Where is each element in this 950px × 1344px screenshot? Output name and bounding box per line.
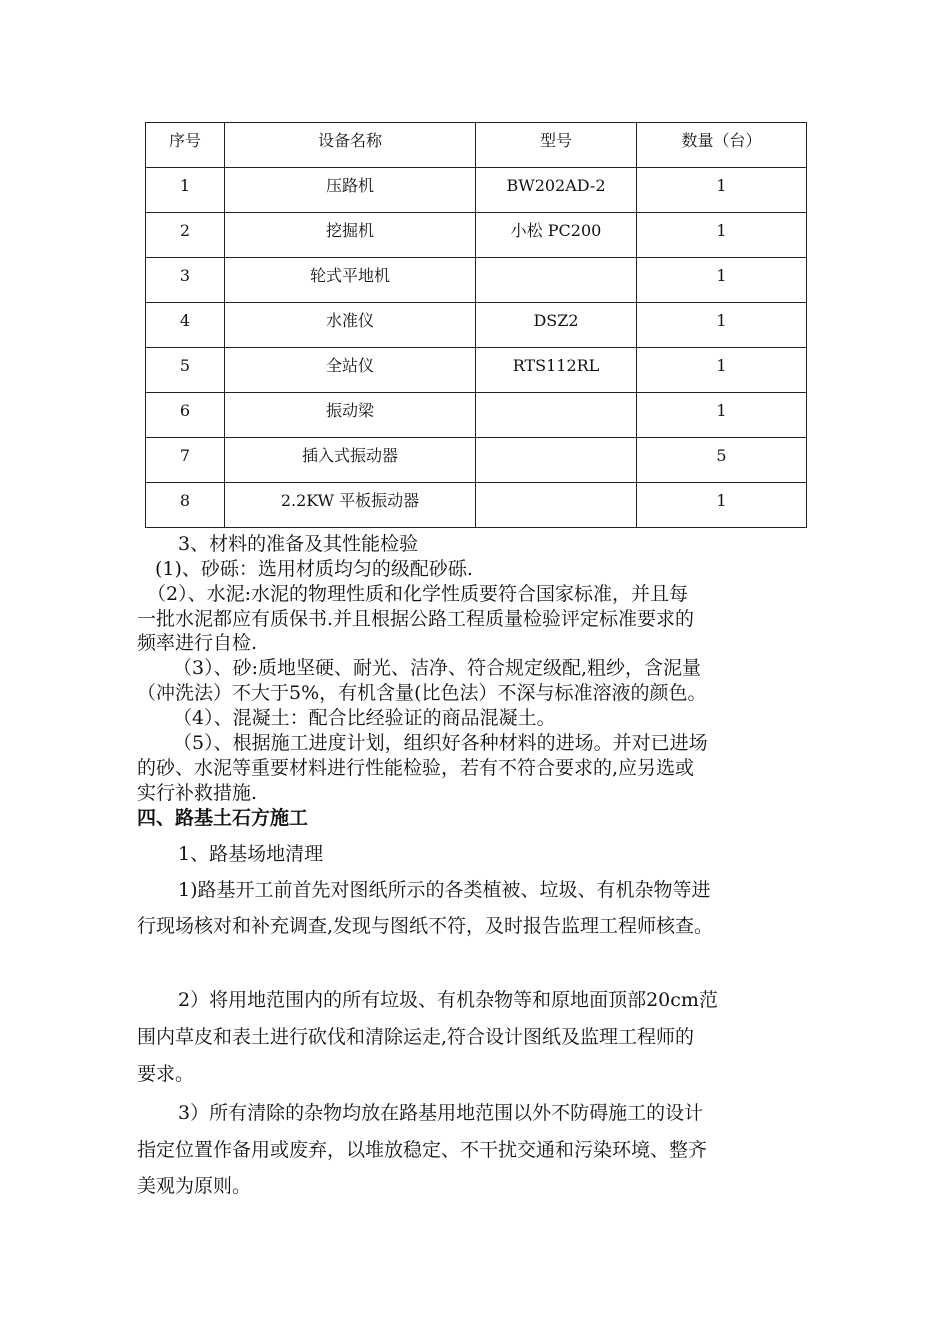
cell-model <box>476 438 637 483</box>
item3-line2: 指定位置作备用或废弃，以堆放稳定、不干扰交通和污染环境、整齐 <box>137 1139 708 1161</box>
table-row <box>146 348 807 393</box>
header-no: 序号 <box>146 123 225 168</box>
equipment-table <box>145 122 807 528</box>
cell-model: DSZ2 <box>476 303 637 348</box>
header-model: 型号 <box>476 123 637 168</box>
cell-no: 4 <box>146 303 225 348</box>
table-row <box>146 303 807 348</box>
table-row <box>146 168 807 213</box>
cell-no: 7 <box>146 438 225 483</box>
material-plan-line2: 的砂、水泥等重要材料进行性能检验，若有不符合要求的,应另选或 <box>137 757 695 779</box>
cell-qty: 1 <box>637 168 807 213</box>
material-gravel: (1)、砂砾：选用材质均匀的级配砂砾. <box>155 558 473 580</box>
cell-qty: 1 <box>637 483 807 528</box>
cell-model <box>476 393 637 438</box>
cell-no: 8 <box>146 483 225 528</box>
table-row <box>146 258 807 303</box>
cell-qty: 1 <box>637 348 807 393</box>
table-header-row <box>146 123 807 168</box>
item3-line1: 3）所有清除的杂物均放在路基用地范围以外不防碍施工的设计 <box>178 1102 704 1124</box>
subsection-title: 1、路基场地清理 <box>178 843 324 865</box>
section3-title: 3、材料的准备及其性能检验 <box>178 533 419 555</box>
header-name: 设备名称 <box>225 123 476 168</box>
material-cement-line1: （2）、水泥:水泥的物理性质和化学性质要符合国家标准，并且每 <box>147 583 688 605</box>
item1-line1: 1)路基开工前首先对图纸所示的各类植被、垃圾、有机杂物等进 <box>178 879 711 901</box>
material-cement-line3: 频率进行自检. <box>137 632 258 654</box>
item2-line1: 2）将用地范围内的所有垃圾、有机杂物等和原地面顶部20cm范 <box>178 989 718 1011</box>
material-cement-line2: 一批水泥都应有质保书.并且根据公路工程质量检验评定标准要求的 <box>137 608 695 630</box>
section4-title: 四、路基土石方施工 <box>137 807 309 829</box>
material-concrete: （4）、混凝土：配合比经验证的商品混凝土。 <box>173 707 556 729</box>
cell-name: 插入式振动器 <box>225 438 476 483</box>
cell-name: 压路机 <box>225 168 476 213</box>
item1-line2: 行现场核对和补充调查,发现与图纸不符，及时报告监理工程师核查。 <box>137 915 714 937</box>
table-row <box>146 483 807 528</box>
material-sand-line2: （冲洗法）不大于5%，有机含量(比色法）不深与标准溶液的颜色。 <box>137 682 707 704</box>
cell-qty: 1 <box>637 258 807 303</box>
cell-model: BW202AD-2 <box>476 168 637 213</box>
cell-model: 小松 PC200 <box>476 213 637 258</box>
cell-name: 轮式平地机 <box>225 258 476 303</box>
item2-line2: 围内草皮和表土进行砍伐和清除运走,符合设计图纸及监理工程师的 <box>137 1026 695 1048</box>
cell-no: 5 <box>146 348 225 393</box>
material-sand-line1: （3）、砂:质地坚硬、耐光、洁净、符合规定级配,粗纱，含泥量 <box>173 657 702 679</box>
table-row <box>146 393 807 438</box>
cell-no: 3 <box>146 258 225 303</box>
cell-model <box>476 483 637 528</box>
cell-qty: 1 <box>637 213 807 258</box>
item2-line3: 要求。 <box>137 1063 195 1085</box>
cell-model: RTS112RL <box>476 348 637 393</box>
material-plan-line3: 实行补救措施. <box>137 782 258 804</box>
table-row <box>146 438 807 483</box>
cell-no: 1 <box>146 168 225 213</box>
table-row <box>146 213 807 258</box>
cell-name: 全站仪 <box>225 348 476 393</box>
cell-name: 2.2KW 平板振动器 <box>225 483 476 528</box>
item3-line3: 美观为原则。 <box>137 1175 252 1197</box>
cell-qty: 1 <box>637 303 807 348</box>
cell-name: 振动梁 <box>225 393 476 438</box>
cell-qty: 5 <box>637 438 807 483</box>
cell-model <box>476 258 637 303</box>
cell-no: 6 <box>146 393 225 438</box>
cell-name: 挖掘机 <box>225 213 476 258</box>
cell-name: 水准仪 <box>225 303 476 348</box>
cell-no: 2 <box>146 213 225 258</box>
cell-qty: 1 <box>637 393 807 438</box>
header-qty: 数量（台） <box>637 123 807 168</box>
material-plan-line1: （5）、根据施工进度计划，组织好各种材料的进场。并对已进场 <box>173 732 708 754</box>
